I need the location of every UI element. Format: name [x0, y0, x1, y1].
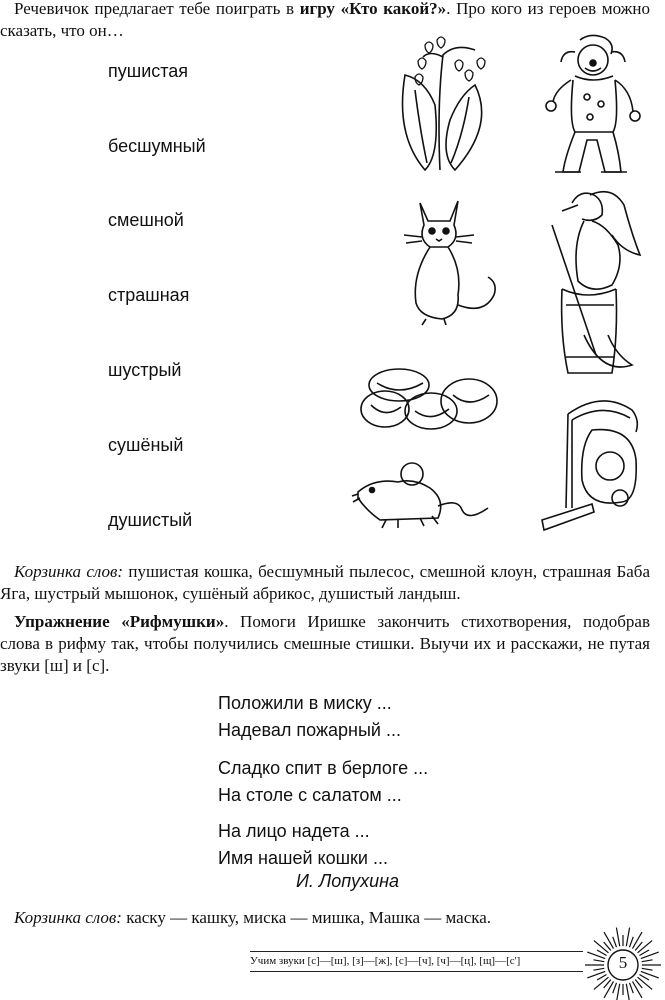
baba-yaga-image [532, 185, 644, 377]
game-name: игру «Кто какой?» [299, 0, 447, 18]
exercise-title: Упражнение «Рифмушки» [14, 612, 225, 631]
poem-line-3: Сладко спит в берлоге ... [218, 758, 429, 778]
poem-line-4: На столе с салатом ... [218, 785, 402, 805]
poem-line-2: Надевал пожарный ... [218, 720, 401, 740]
adjective-6: сушёный [108, 435, 184, 455]
poem-author: И. Лопухина [296, 871, 400, 891]
poem-line-5: На лицо надета ... [218, 821, 370, 841]
word-basket-2-text: каску — кашку, миска — мишка, Машка — маска. [121, 908, 492, 927]
mouse-image [350, 458, 490, 533]
lily-of-the-valley-image [385, 35, 510, 175]
adjective-1: пушистая [108, 61, 189, 81]
poem-line-6: Имя нашей кошки ... [218, 848, 388, 868]
cat-image [392, 195, 502, 330]
adjective-7: душистый [108, 510, 193, 530]
adjective-3: смешной [108, 210, 184, 230]
page-number: 5 [618, 953, 628, 972]
intro-text-before: Речевичок предлагает тебе поиграть в [14, 0, 300, 18]
poem-line-1: Положили в миску ... [218, 693, 392, 713]
footer-caption: Учим звуки [с]—[ш], [з]—[ж], [с]—[ч], [ч]—[ц], [щ]—[с'] [250, 955, 521, 967]
intro-text-after: . Про кого из героев можно сказать, что он… [0, 0, 650, 40]
word-basket-1 [0, 561, 650, 605]
word-basket-2-label: Корзинка слов: [14, 908, 122, 927]
apricots-image [357, 365, 502, 435]
word-basket-1-label: Корзинка слов: [14, 562, 124, 581]
exercise-paragraph [0, 611, 650, 677]
word-basket-2 [0, 907, 650, 929]
adjective-2: бесшумный [108, 136, 206, 156]
footer-rule-top [250, 951, 583, 952]
word-basket-1-text: пушистая кошка, бесшумный пылесос, смешной клоун, страшная Баба Яга, шустрый мышонок, сушёный абрикос, душистый ландыш. [0, 562, 650, 603]
adjective-5: шустрый [108, 360, 182, 380]
clown-image [535, 32, 645, 180]
vacuum-cleaner-image [532, 390, 642, 540]
footer-rule-bottom [250, 971, 583, 972]
adjective-4: страшная [108, 285, 190, 305]
exercise-text: . Помоги Иришке закончить стихотворения, подобрав слова в рифму так, чтобы получились смешные стишки. Выучи их и расскажи, не путая звуки [ш] и [с]. [0, 612, 650, 675]
